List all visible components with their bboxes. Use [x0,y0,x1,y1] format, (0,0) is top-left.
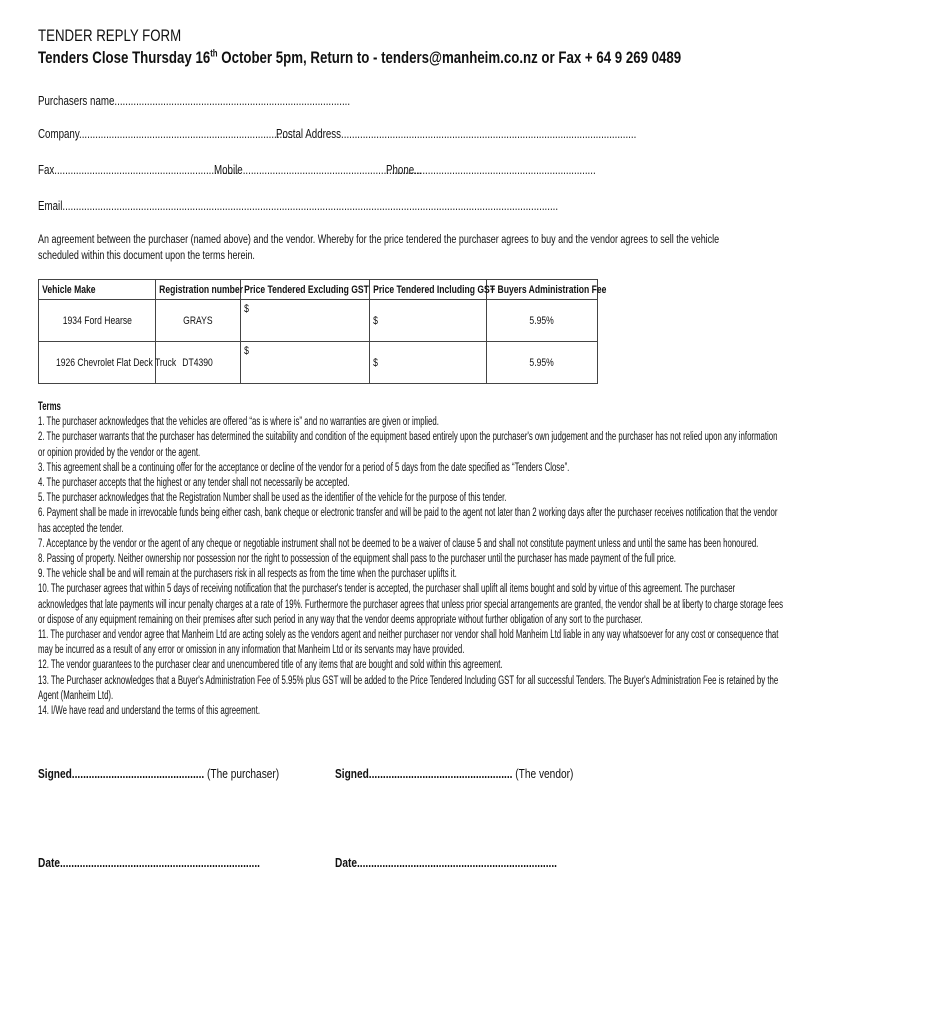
terms-line: 1. The purchaser acknowledges that the vehicles are offered “as is where is” and no warranties are given or implied. [38,416,439,429]
table-header-row [39,280,598,300]
terms-line: 8. Passing of property. Neither ownership nor possession nor the right to possession of the equipment shall pass to the purchaser until the purchaser has made payment of the full price. [38,553,676,566]
terms-line: Agent (Manheim Ltd). [38,689,114,702]
email-field[interactable]: Email....................................................................................................................................................................................... [38,199,559,213]
phone-field[interactable]: Phone................................................................... [386,163,596,177]
terms-line: 12. The vendor guarantees to the purchaser clear and unencumbered title of any items that are bought and sold within this agreement. [38,659,503,672]
table-row [39,342,598,384]
vehicle-make-cell: 1934 Ford Hearse [39,300,156,342]
header-price-excluding-gst: Price Tendered Excluding GST [241,280,370,300]
fax-field[interactable]: Fax.................................................................... [38,163,239,177]
admin-fee-cell: 5.95% [487,300,598,342]
terms-line: 3. This agreement shall be a continuing offer for the acceptance or decline of the vendor for a period of 5 days from the date specified as “Tenders Close”. [38,461,570,474]
company-field[interactable]: Company............................................................................... [38,127,294,141]
registration-cell: GRAYS [156,300,241,342]
purchaser-signature[interactable]: Signed............................................... (The purchaser) [38,766,280,781]
price-excluding-input[interactable]: $ [241,300,370,342]
terms-line: 6. Payment shall be made in irrevocable funds being either cash, bank cheque or electronic transfer and will be paid to the agent not later than 2 working days after the purchaser receives notification that the vendor [38,507,778,520]
terms-line: 2. The purchaser warrants that the purchaser has determined the suitability and condition of the equipment based entirely upon the purchaser's own judgement and the purchaser has not relied upon any information [38,431,778,444]
terms-line: acknowledges that late payments will incur penalty charges at a rate of 19%. Furthermore the purchaser agrees that unless prior special arrangements are granted, the vendor shall be at liberty to charge storage fees [38,598,784,611]
terms-section [38,400,938,719]
terms-line: 13. The Purchaser acknowledges that a Buyer's Administration Fee of 5.95% plus GST will be added to the Price Tendered Including GST for all successful Tenders. The Buyer's Administration Fee is retained by the [38,674,779,687]
terms-line: 10. The purchaser agrees that within 5 days of receiving notification that the purchaser's tender is accepted, the purchaser shall uplift all items bought and sold by virtue of this agreement. The purchaser [38,583,736,596]
terms-heading: Terms [38,401,61,413]
terms-line: 7. Acceptance by the vendor or the agent of any cheque or negotiable instrument shall not be deemed to be a waiver of clause 5 and shall not constitute payment unless and until the same has been honoured. [38,537,759,550]
price-including-input[interactable]: $ [370,300,487,342]
header-registration-number: Registration number [156,280,241,300]
agreement-text: An agreement between the purchaser (named above) and the vendor. Whereby for the price tendered the purchaser agrees to buy and the vendor agrees to sell the vehicle scheduled within this document upon the terms herein. [38,234,720,262]
table-row [39,300,598,342]
admin-fee-cell: 5.95% [487,342,598,384]
terms-line: has accepted the tender. [38,522,124,535]
postal-address-field[interactable]: Postal Address............................................................................................................. [276,127,637,141]
vendor-signature[interactable]: Signed................................................... (The vendor) [335,766,574,781]
tender-close-heading: Tenders Close Thursday 16th October 5pm, Return to - tenders@manheim.co.nz or Fax + 64 9 269 0489 [38,48,682,67]
terms-line: may be incurred as a result of any error or omission in any information that Manheim Ltd or its servants may have provided. [38,644,465,657]
header-admin-fee: + Buyers Administration Fee [487,280,598,300]
terms-line: 4. The purchaser accepts that the highest or any tender shall not necessarily be accepted. [38,477,350,490]
terms-line: 9. The vehicle shall be and will remain at the purchasers risk in all respects as from the time when the purchaser uplifts it. [38,568,457,581]
purchaser-name-field[interactable]: Purchasers name....................................................................................... [38,94,351,108]
vehicle-table [38,279,607,384]
price-excluding-input[interactable]: $ [241,342,370,384]
mobile-field[interactable]: Mobile.................................................................. [214,163,422,177]
terms-line: or opinion provided by the vendor or the agent. [38,446,201,459]
form-title: TENDER REPLY FORM [38,26,182,45]
vendor-date[interactable]: Date....................................................................... [335,855,558,870]
terms-line: or dispose of any equipment remaining on their premises after such period in any way that the vendor deems appropriate without further obligation of any sort to the purchaser. [38,613,643,626]
price-including-input[interactable]: $ [370,342,487,384]
header-vehicle-make: Vehicle Make [39,280,156,300]
registration-cell: DT4390 [156,342,241,384]
terms-line: 11. The purchaser and vendor agree that Manheim Ltd are acting solely as the vendors agent and neither purchaser nor vendor shall hold Manheim Ltd liable in any way whatsoever for any cost or consequence that [38,629,779,642]
vehicle-make-cell: 1926 Chevrolet Flat Deck Truck [39,342,156,384]
header-price-including-gst: Price Tendered Including GST [370,280,487,300]
terms-line: 5. The purchaser acknowledges that the Registration Number shall be used as the identifier of the vehicle for the purpose of this tender. [38,492,507,505]
purchaser-date[interactable]: Date....................................................................... [38,855,261,870]
terms-line: 14. I/We have read and understand the terms of this agreement. [38,705,260,718]
